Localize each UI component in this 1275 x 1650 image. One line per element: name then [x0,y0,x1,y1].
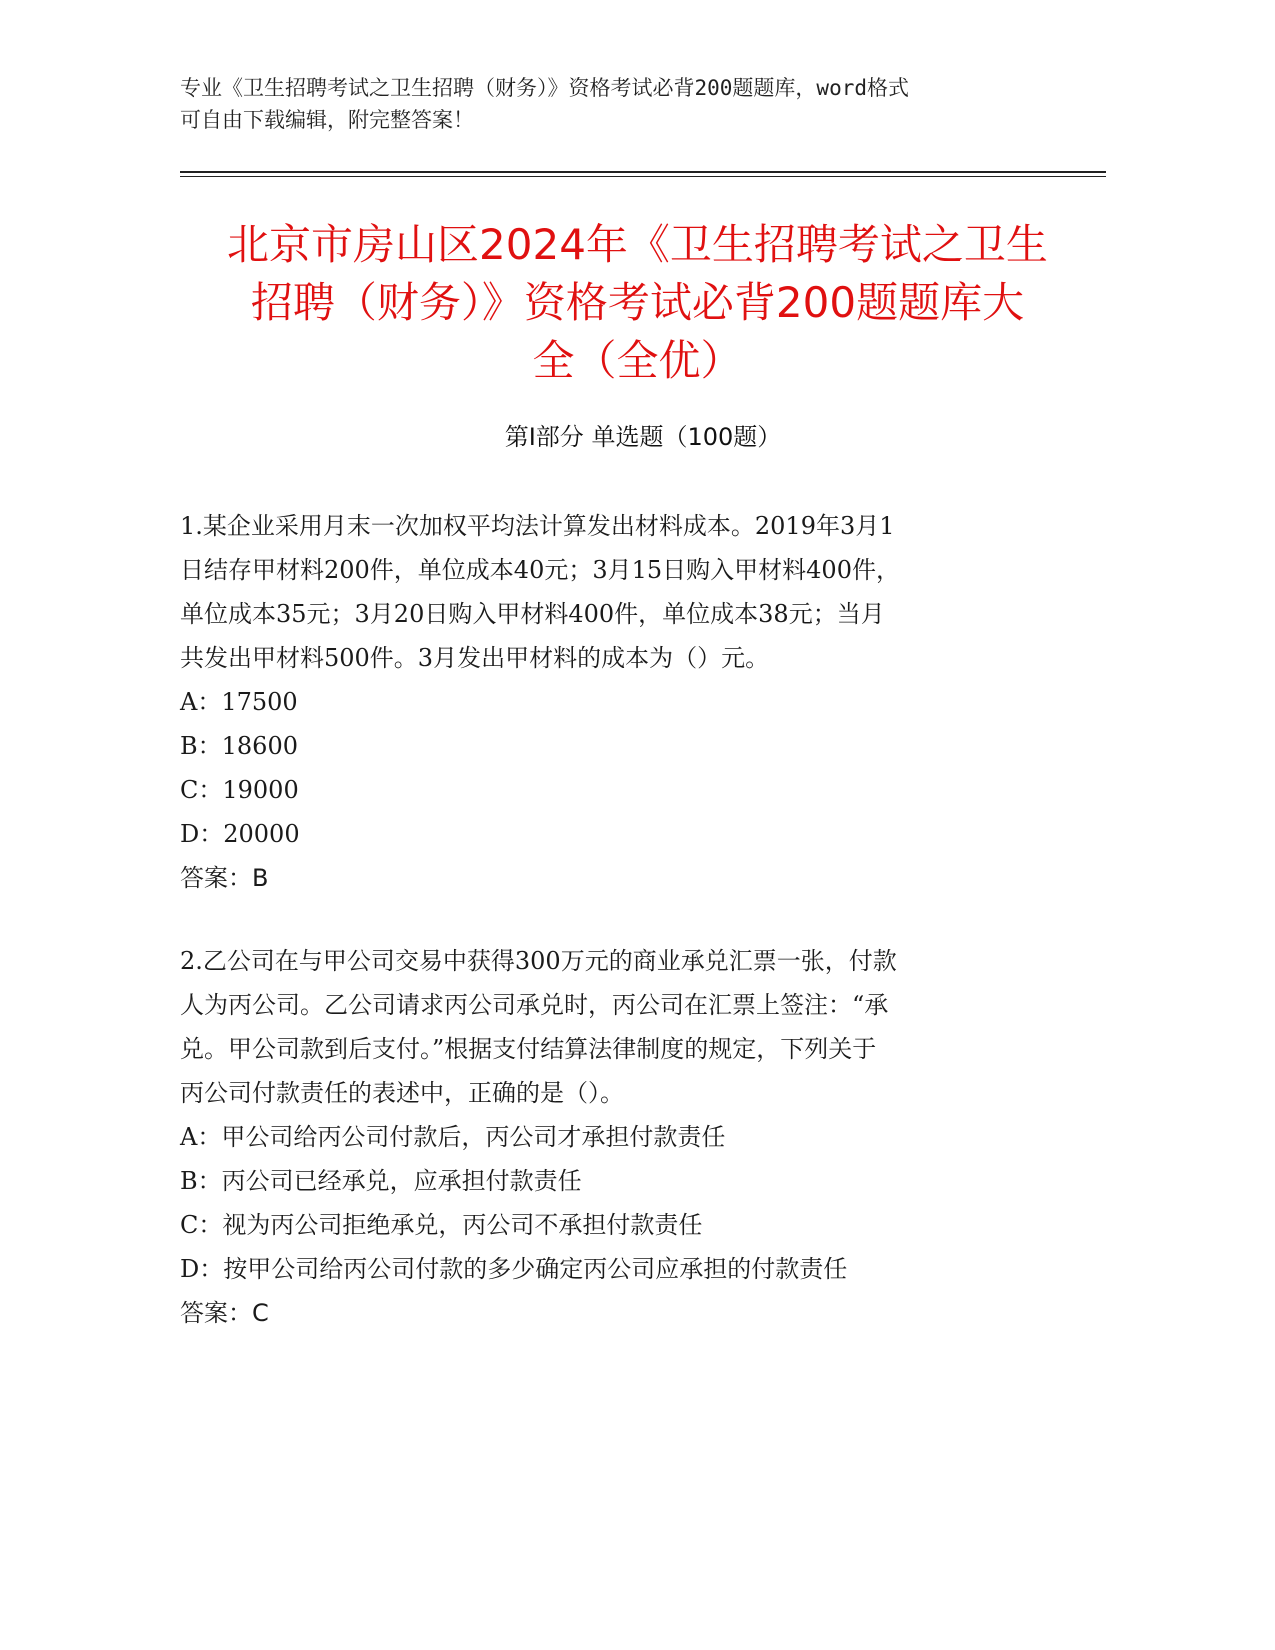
question-text-line: 2.乙公司在与甲公司交易中获得300万元的商业承兑汇票一张，付款 [180,947,897,975]
header-note-line: 专业《卫生招聘考试之卫生招聘（财务）》资格考试必背200题题库，word格式 [180,76,909,100]
document-title [150,216,1125,390]
question-text-line: 丙公司付款责任的表述中，正确的是（）。 [180,1079,624,1107]
title-line: 招聘（财务）》资格考试必背200题题库大 [250,278,1025,327]
title-line: 全（全优） [532,336,743,385]
question-text-line: 人为丙公司。乙公司请求丙公司承兑时，丙公司在汇票上签注：“承 [180,991,889,1019]
question-text-line: 单位成本35元；3月20日购入甲材料400件，单位成本38元；当月 [180,600,885,628]
option-d: D：按甲公司给丙公司付款的多少确定丙公司应承担的付款责任 [180,1255,848,1283]
header-divider [180,171,1106,173]
header-note-line: 可自由下载编辑，附完整答案！ [180,108,474,132]
option-d: D：20000 [180,820,300,848]
question-text-line: 日结存甲材料200件，单位成本40元；3月15日购入甲材料400件， [180,556,900,584]
header-divider-thin [180,176,1106,177]
option-b: B：丙公司已经承兑，应承担付款责任 [180,1167,582,1195]
header-note [180,72,1040,136]
option-c: C：19000 [180,776,299,804]
answer-label: 答案：C [180,1299,269,1327]
answer-label: 答案：B [180,864,269,892]
option-a: A：17500 [180,688,298,716]
section-heading: 第I部分 单选题（100题） [504,423,782,451]
option-c: C：视为丙公司拒绝承兑，丙公司不承担付款责任 [180,1211,703,1239]
option-a: A：甲公司给丙公司付款后，丙公司才承担付款责任 [180,1123,726,1151]
question-block [180,504,1040,900]
question-text-line: 兑。甲公司款到后支付。”根据支付结算法律制度的规定，下列关于 [180,1035,877,1063]
title-line: 北京市房山区2024年《卫生招聘考试之卫生 [227,220,1048,269]
question-block [180,939,1040,1335]
question-text-line: 1.某企业采用月末一次加权平均法计算发出材料成本。2019年3月1 [180,512,895,540]
question-text-line: 共发出甲材料500件。3月发出甲材料的成本为（）元。 [180,644,770,672]
option-b: B：18600 [180,732,298,760]
